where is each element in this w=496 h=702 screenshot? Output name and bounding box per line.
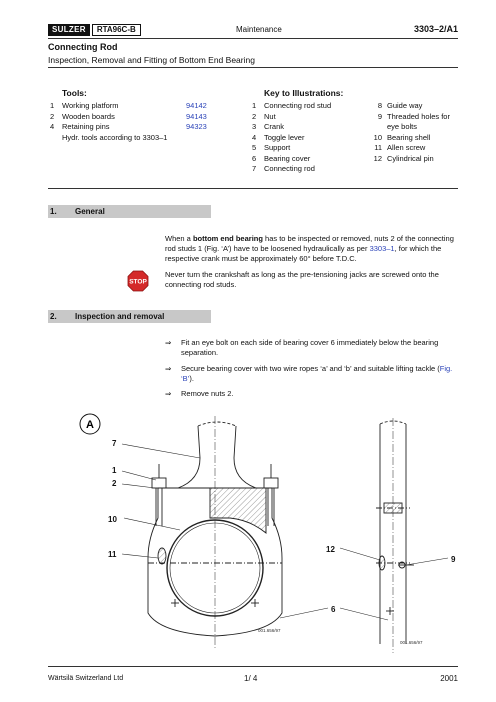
drawing-ref: 001.656/97 <box>258 628 281 633</box>
side-view <box>376 418 414 653</box>
list-item: 6 Bearing cover <box>252 153 311 163</box>
list-item: 11 Allen screw <box>374 143 426 152</box>
tool-code-link[interactable]: 94323 <box>186 122 207 131</box>
stop-sign-icon <box>127 270 149 292</box>
list-item: 2 Wooden boards 94143 <box>50 111 207 121</box>
page-title: Connecting Rod <box>48 42 118 52</box>
footer-year: 2001 <box>440 674 458 683</box>
brand-name: SULZER <box>48 24 90 36</box>
list-item: Hydr. tools according to 3303–1 <box>62 132 168 142</box>
arrow-icon: ⇒ <box>165 338 172 347</box>
drawing-ref: 001.656/97 <box>400 640 423 645</box>
footer-company: Wärtsilä Switzerland Ltd <box>48 675 124 682</box>
general-paragraph: When a bottom end bearing has to be inspected or removed, nuts 2 of the connecting rod studs 1 (Fig. ‘A’) have to be loosened hydraulically as per 3303–1, for which the respective crank must be approximately 60° before T.D.C. <box>165 234 454 263</box>
header-section: Maintenance <box>236 25 282 34</box>
footer-rule <box>48 666 458 667</box>
list-item: 12 Cylindrical pin <box>373 153 434 163</box>
brand-logo <box>48 24 141 36</box>
section-rule <box>48 188 458 189</box>
list-item: 1 Working platform 94142 <box>50 101 207 110</box>
callout-label: 6 <box>331 605 336 614</box>
callout-label: 2 <box>112 479 117 488</box>
doc-number: 3303–2/A1 <box>413 24 458 34</box>
section-header-inspection: 2. Inspection and removal <box>48 310 211 323</box>
list-item: 4 Retaining pins 94323 <box>50 122 207 131</box>
tools-heading: Tools: <box>62 88 87 98</box>
list-item: 4 Toggle lever <box>252 132 305 142</box>
callout-label: 10 <box>108 515 117 524</box>
page-subtitle: Inspection, Removal and Fitting of Bottom End Bearing <box>48 55 255 65</box>
callout-label: 7 <box>112 439 117 448</box>
list-item: 1 Connecting rod stud <box>252 101 332 110</box>
list-item: 9 Threaded holes for eye bolts <box>377 111 450 131</box>
key-heading: Key to Illustrations: <box>264 88 344 98</box>
figure-link[interactable]: Fig. ‘B’ <box>181 364 453 383</box>
callout-label: 9 <box>451 555 456 564</box>
front-view <box>148 416 282 648</box>
key-list-col1 <box>252 101 364 175</box>
arrow-icon: ⇒ <box>165 364 172 373</box>
list-item: 7 Connecting rod <box>252 164 315 173</box>
svg-text:A: A <box>86 419 94 431</box>
list-item: 2 Nut <box>252 111 276 121</box>
tool-code-link[interactable]: 94142 <box>186 101 207 110</box>
callout-label: 11 <box>108 550 117 559</box>
figure-label <box>80 414 100 434</box>
arrow-icon: ⇒ <box>165 389 172 398</box>
svg-text:STOP: STOP <box>129 278 147 286</box>
list-item: ⇒ Fit an eye bolt on each side of bearing cover 6 immediately below the bearing separation. <box>165 338 439 357</box>
list-item: 3 Crank <box>252 122 285 131</box>
section-header-general: 1. General <box>48 205 211 218</box>
list-item: 5 Support <box>252 143 291 152</box>
list-item: ⇒ Remove nuts 2. <box>165 389 234 398</box>
page-number: 1/ 4 <box>244 674 258 683</box>
list-item: 8 Guide way <box>377 101 423 110</box>
tool-code-link[interactable]: 94143 <box>186 111 207 121</box>
title-rule <box>48 67 458 68</box>
connecting-rod-drawing <box>60 408 470 658</box>
list-item: ⇒ Secure bearing cover with two wire ropes ‘a’ and ‘b’ and suitable lifting tackle (Fig. ‘B’). <box>165 364 453 383</box>
engine-model: RTA96C-B <box>92 24 141 36</box>
tools-list <box>50 101 220 143</box>
callout-label: 12 <box>326 545 335 554</box>
header-rule <box>48 38 458 39</box>
key-list-col2 <box>364 101 460 164</box>
stop-warning-text: Never turn the crankshaft as long as the pre-tensioning jacks are screwed onto the connecting rod studs. <box>165 270 439 289</box>
list-item: 10 Bearing shell <box>373 132 431 142</box>
leader-lines <box>122 444 448 620</box>
callout-label: 1 <box>112 466 117 475</box>
procedure-link[interactable]: 3303–1 <box>369 244 395 253</box>
